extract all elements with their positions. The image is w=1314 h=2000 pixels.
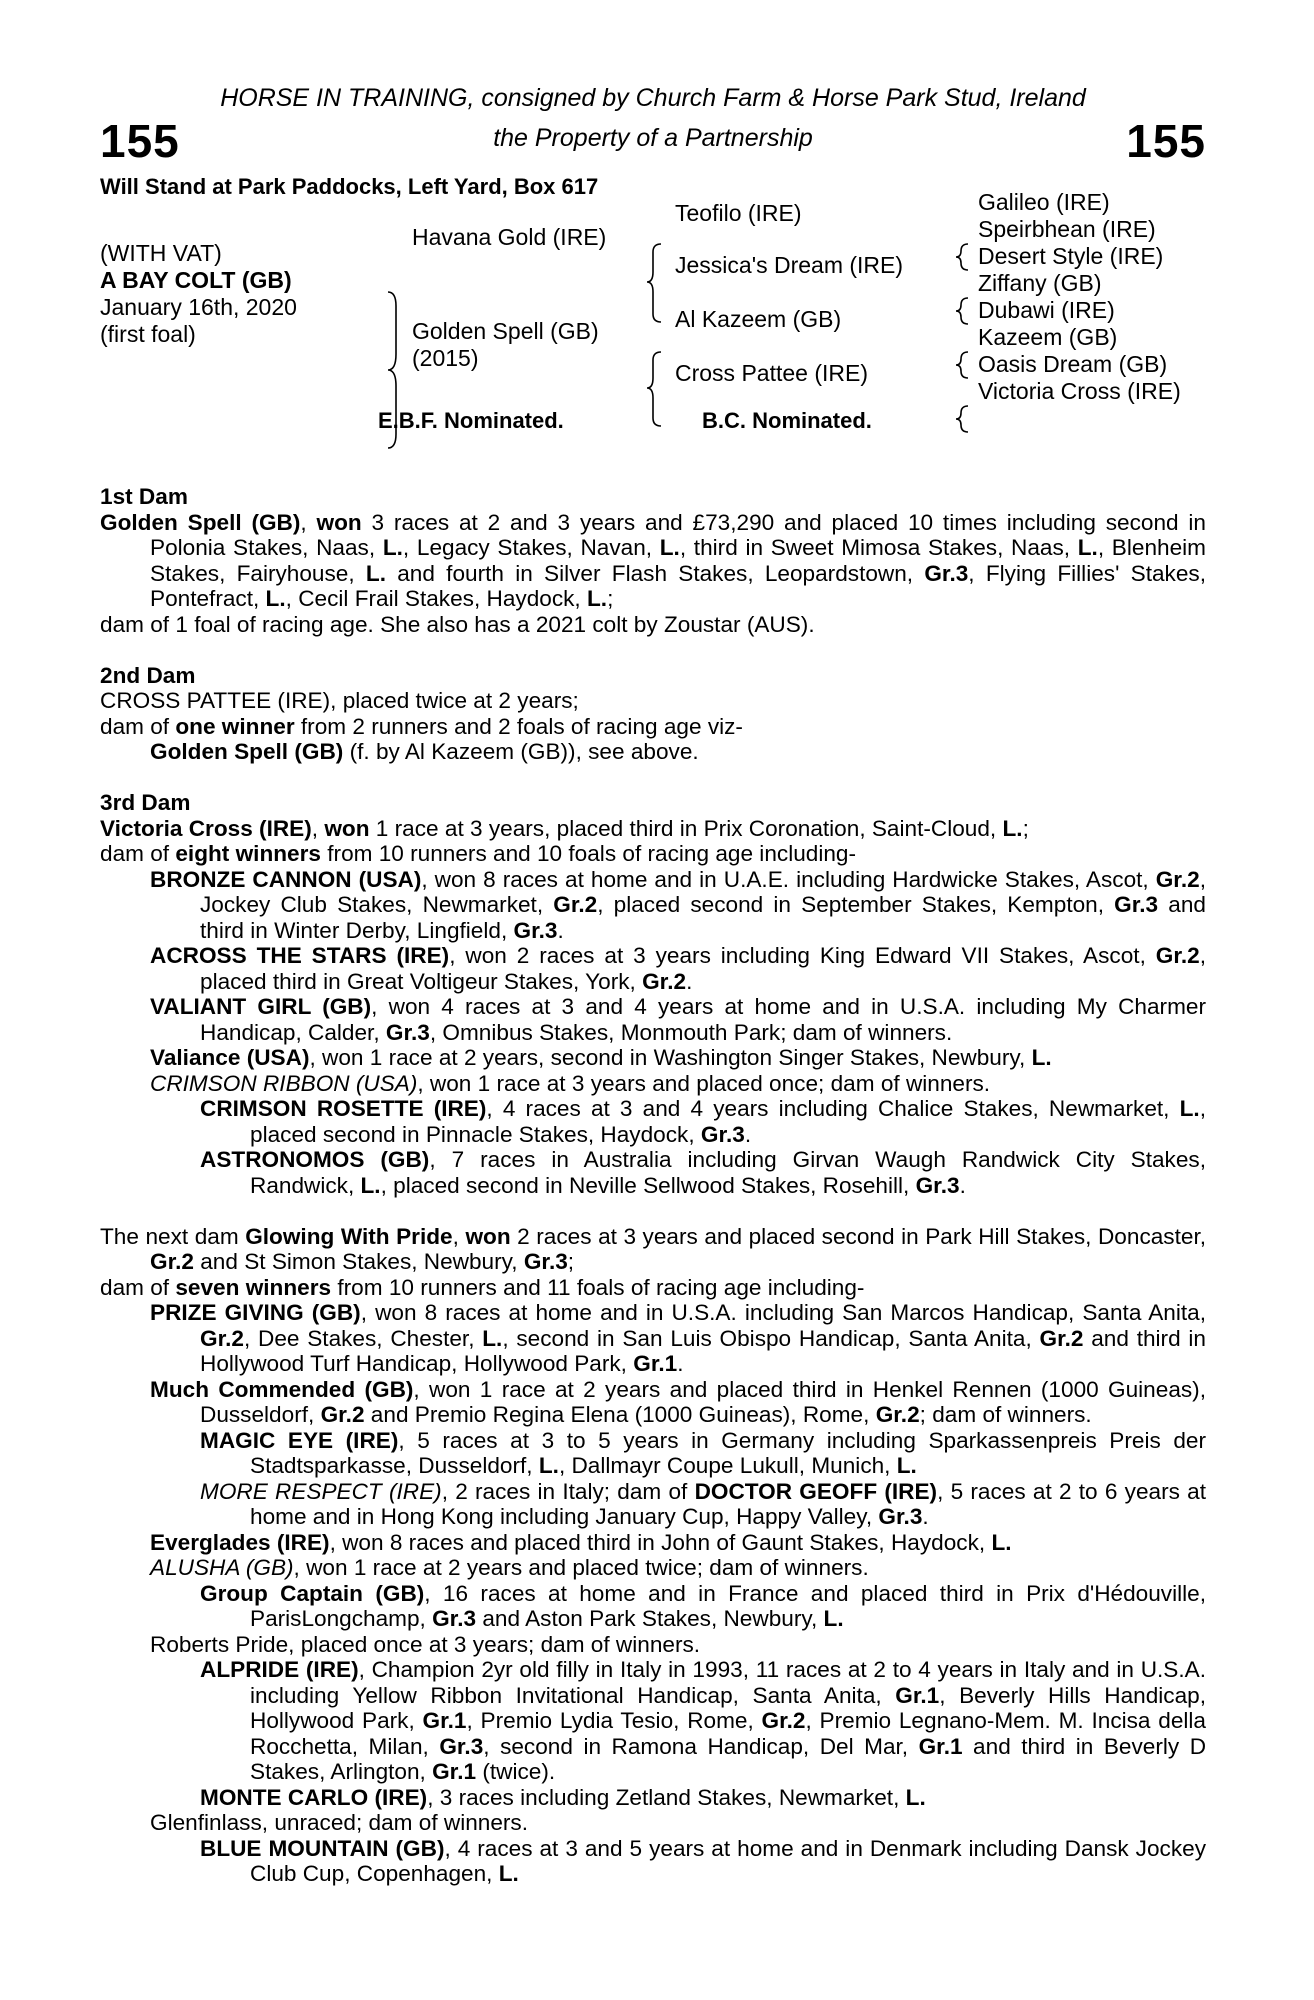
ebf-nomination: E.B.F. Nominated. (378, 408, 564, 433)
sire-dam: Jessica's Dream (IRE) (675, 252, 904, 278)
dam-dam: Cross Pattee (IRE) (675, 360, 868, 386)
gen3-5: Dubawi (IRE) (978, 297, 1115, 323)
first-dam-text: Golden Spell (GB), won 3 races at 2 and 3 years and £73,290 and placed 10 times including second in Polonia Stakes, Naas, L., Legacy Stakes, Navan, L., third in Sweet Mimosa Stakes, Naas, L., Blenheim Stakes, Fairyhouse, L. and fourth in Silver Flash Stakes, Leopardstown, Gr.3, Flying Fillies' Stakes, Pontefract, L., Cecil Frail Stakes, Haydock, L.; (100, 509, 1207, 611)
pedigree-table (100, 189, 1206, 494)
produce-entry: CRIMSON RIBBON (USA), won 1 race at 3 years and placed once; dam of winners. (150, 1070, 991, 1096)
sire-name: Havana Gold (IRE) (412, 224, 607, 250)
produce-entry: Valiance (USA), won 1 race at 2 years, second in Washington Singer Stakes, Newbury, L. (150, 1045, 1052, 1070)
vat-note: (WITH VAT) (100, 240, 222, 266)
produce-record (100, 484, 1206, 1887)
produce-entry: Roberts Pride, placed once at 3 years; dam of winners. (150, 1631, 701, 1657)
produce-entry: Much Commended (GB), won 1 race at 2 years and placed third in Henkel Rennen (1000 Guineas), Dusseldorf, Gr.2 and Premio Regina Elena (1000 Guineas), Rome, Gr.2; dam of winners. (150, 1376, 1206, 1427)
foaling-date: January 16th, 2020 (100, 294, 297, 320)
produce-entry: BRONZE CANNON (USA), won 8 races at home and in U.A.E. including Hardwicke Stakes, Ascot, Gr.2, Jockey Club Stakes, Newmarket, Gr.2, placed second in September Stakes, Kempton, Gr.3 and third in Winter Derby, Lingfield, Gr.3. (150, 866, 1206, 943)
third-dam-heading: 3rd Dam (100, 790, 191, 815)
produce-entry: MORE RESPECT (IRE), 2 races in Italy; dam of DOCTOR GEOFF (IRE), 5 races at 2 to 6 years at home and in Hong Kong including January Cup, Happy Valley, Gr.3. (200, 1478, 1207, 1529)
dam-year: (2015) (412, 345, 479, 371)
produce-entry: MAGIC EYE (IRE), 5 races at 3 to 5 years in Germany including Sparkassenpreis Preis der Stadtsparkasse, Dusseldorf, L., Dallmayr Coupe Lukull, Munich, L. (200, 1427, 1207, 1478)
produce-entry: ALPRIDE (IRE), Champion 2yr old filly in Italy in 1993, 11 races at 2 to 4 years in Italy and in U.S.A. including Yellow Ribbon Invitational Handicap, Santa Anita, Gr.1, Beverly Hills Handicap, Hollywood Park, Gr.1, Premio Lydia Tesio, Rome, Gr.2, Premio Legnano-Mem. M. Incisa della Rocchetta, Milan, Gr.3, second in Ramona Handicap, Del Mar, Gr.1 and third in Beverly D Stakes, Arlington, Gr.1 (twice). (200, 1657, 1207, 1784)
second-dam-text: CROSS PATTEE (IRE), placed twice at 2 years; (100, 688, 579, 713)
gen3-2: Speirbhean (IRE) (978, 216, 1156, 242)
foal-note: (first foal) (100, 321, 196, 347)
stand-location: Will Stand at Park Paddocks, Left Yard, Box 617 (100, 174, 599, 199)
first-dam-heading: 1st Dam (100, 484, 188, 509)
next-dam-text: The next dam Glowing With Pride, won 2 races at 3 years and placed second in Park Hill Stakes, Doncaster, Gr.2 and St Simon Stakes, Newbury, Gr.3; (100, 1223, 1206, 1274)
sire-sire: Teofilo (IRE) (675, 200, 802, 226)
consignor-line: HORSE IN TRAINING, consigned by Church Farm & Horse Park Stud, Ireland (220, 84, 1086, 112)
gen3-3: Desert Style (IRE) (978, 243, 1164, 269)
first-dam-produce: dam of 1 foal of racing age. She also has a 2021 colt by Zoustar (AUS). (100, 611, 815, 637)
second-dam-produce: dam of one winner from 2 runners and 2 foals of racing age viz- (100, 713, 743, 739)
dam-name: Golden Spell (GB) (412, 318, 599, 344)
bc-nomination: B.C. Nominated. (702, 408, 872, 433)
gen3-1: Galileo (IRE) (978, 189, 1110, 215)
property-line: the Property of a Partnership (493, 124, 813, 152)
gen3-7: Oasis Dream (GB) (978, 351, 1168, 377)
second-dam-heading: 2nd Dam (100, 662, 196, 688)
produce-entry: ACROSS THE STARS (IRE), won 2 races at 3 years including King Edward VII Stakes, Ascot, Gr.2, placed third in Great Voltigeur Stakes, York, Gr.2. (150, 943, 1207, 994)
third-dam-text: Victoria Cross (IRE), won 1 race at 3 years, placed third in Prix Coronation, Saint-Cloud, L.; (100, 815, 1029, 841)
lot-number-left: 155 (100, 115, 180, 167)
produce-entry: Everglades (IRE), won 8 races and placed third in John of Gaunt Stakes, Haydock, L. (150, 1529, 1012, 1555)
lot-number-right: 155 (1126, 115, 1206, 167)
gen3-4: Ziffany (GB) (978, 270, 1102, 296)
second-dam-foal: Golden Spell (GB) (f. by Al Kazeem (GB)), see above. (150, 739, 699, 764)
produce-entry: ASTRONOMOS (GB), 7 races in Australia including Girvan Waugh Randwick City Stakes, Randwick, L., placed second in Neville Sellwood Stakes, Rosehill, Gr.3. (200, 1147, 1206, 1198)
dam-sire: Al Kazeem (GB) (675, 306, 842, 332)
produce-entry: VALIANT GIRL (GB), won 4 races at 3 and 4 years at home and in U.S.A. including My Charmer Handicap, Calder, Gr.3, Omnibus Stakes, Monmouth Park; dam of winners. (150, 994, 1206, 1045)
gen3-6: Kazeem (GB) (978, 324, 1118, 350)
produce-entry: MONTE CARLO (IRE), 3 races including Zetland Stakes, Newmarket, L. (200, 1784, 926, 1810)
produce-entry: BLUE MOUNTAIN (GB), 4 races at 3 and 5 years at home and in Denmark including Dansk Jockey Club Cup, Copenhagen, L. (200, 1835, 1206, 1886)
gen3-8: Victoria Cross (IRE) (978, 378, 1181, 404)
produce-entry: Glenfinlass, unraced; dam of winners. (150, 1810, 529, 1835)
produce-entry: Group Captain (GB), 16 races at home and in France and placed third in Prix d'Hédouville, ParisLongchamp, Gr.3 and Aston Park Stakes, Newbury, L. (200, 1580, 1206, 1631)
produce-entry: ALUSHA (GB), won 1 race at 2 years and placed twice; dam of winners. (150, 1555, 869, 1580)
next-dam-produce: dam of seven winners from 10 runners and 11 foals of racing age including- (100, 1274, 865, 1300)
horse-name: A BAY COLT (GB) (100, 267, 292, 293)
produce-entry: CRIMSON ROSETTE (IRE), 4 races at 3 and 4 years including Chalice Stakes, Newmarket, L., placed second in Pinnacle Stakes, Haydock, Gr.3. (200, 1096, 1206, 1147)
produce-entry: PRIZE GIVING (GB), won 8 races at home and in U.S.A. including San Marcos Handicap, Santa Anita, Gr.2, Dee Stakes, Chester, L., second in San Luis Obispo Handicap, Santa Anita, Gr.2 and third in Hollywood Turf Handicap, Hollywood Park, Gr.1. (150, 1300, 1206, 1376)
third-dam-produce: dam of eight winners from 10 runners and 10 foals of racing age including- (100, 841, 857, 866)
